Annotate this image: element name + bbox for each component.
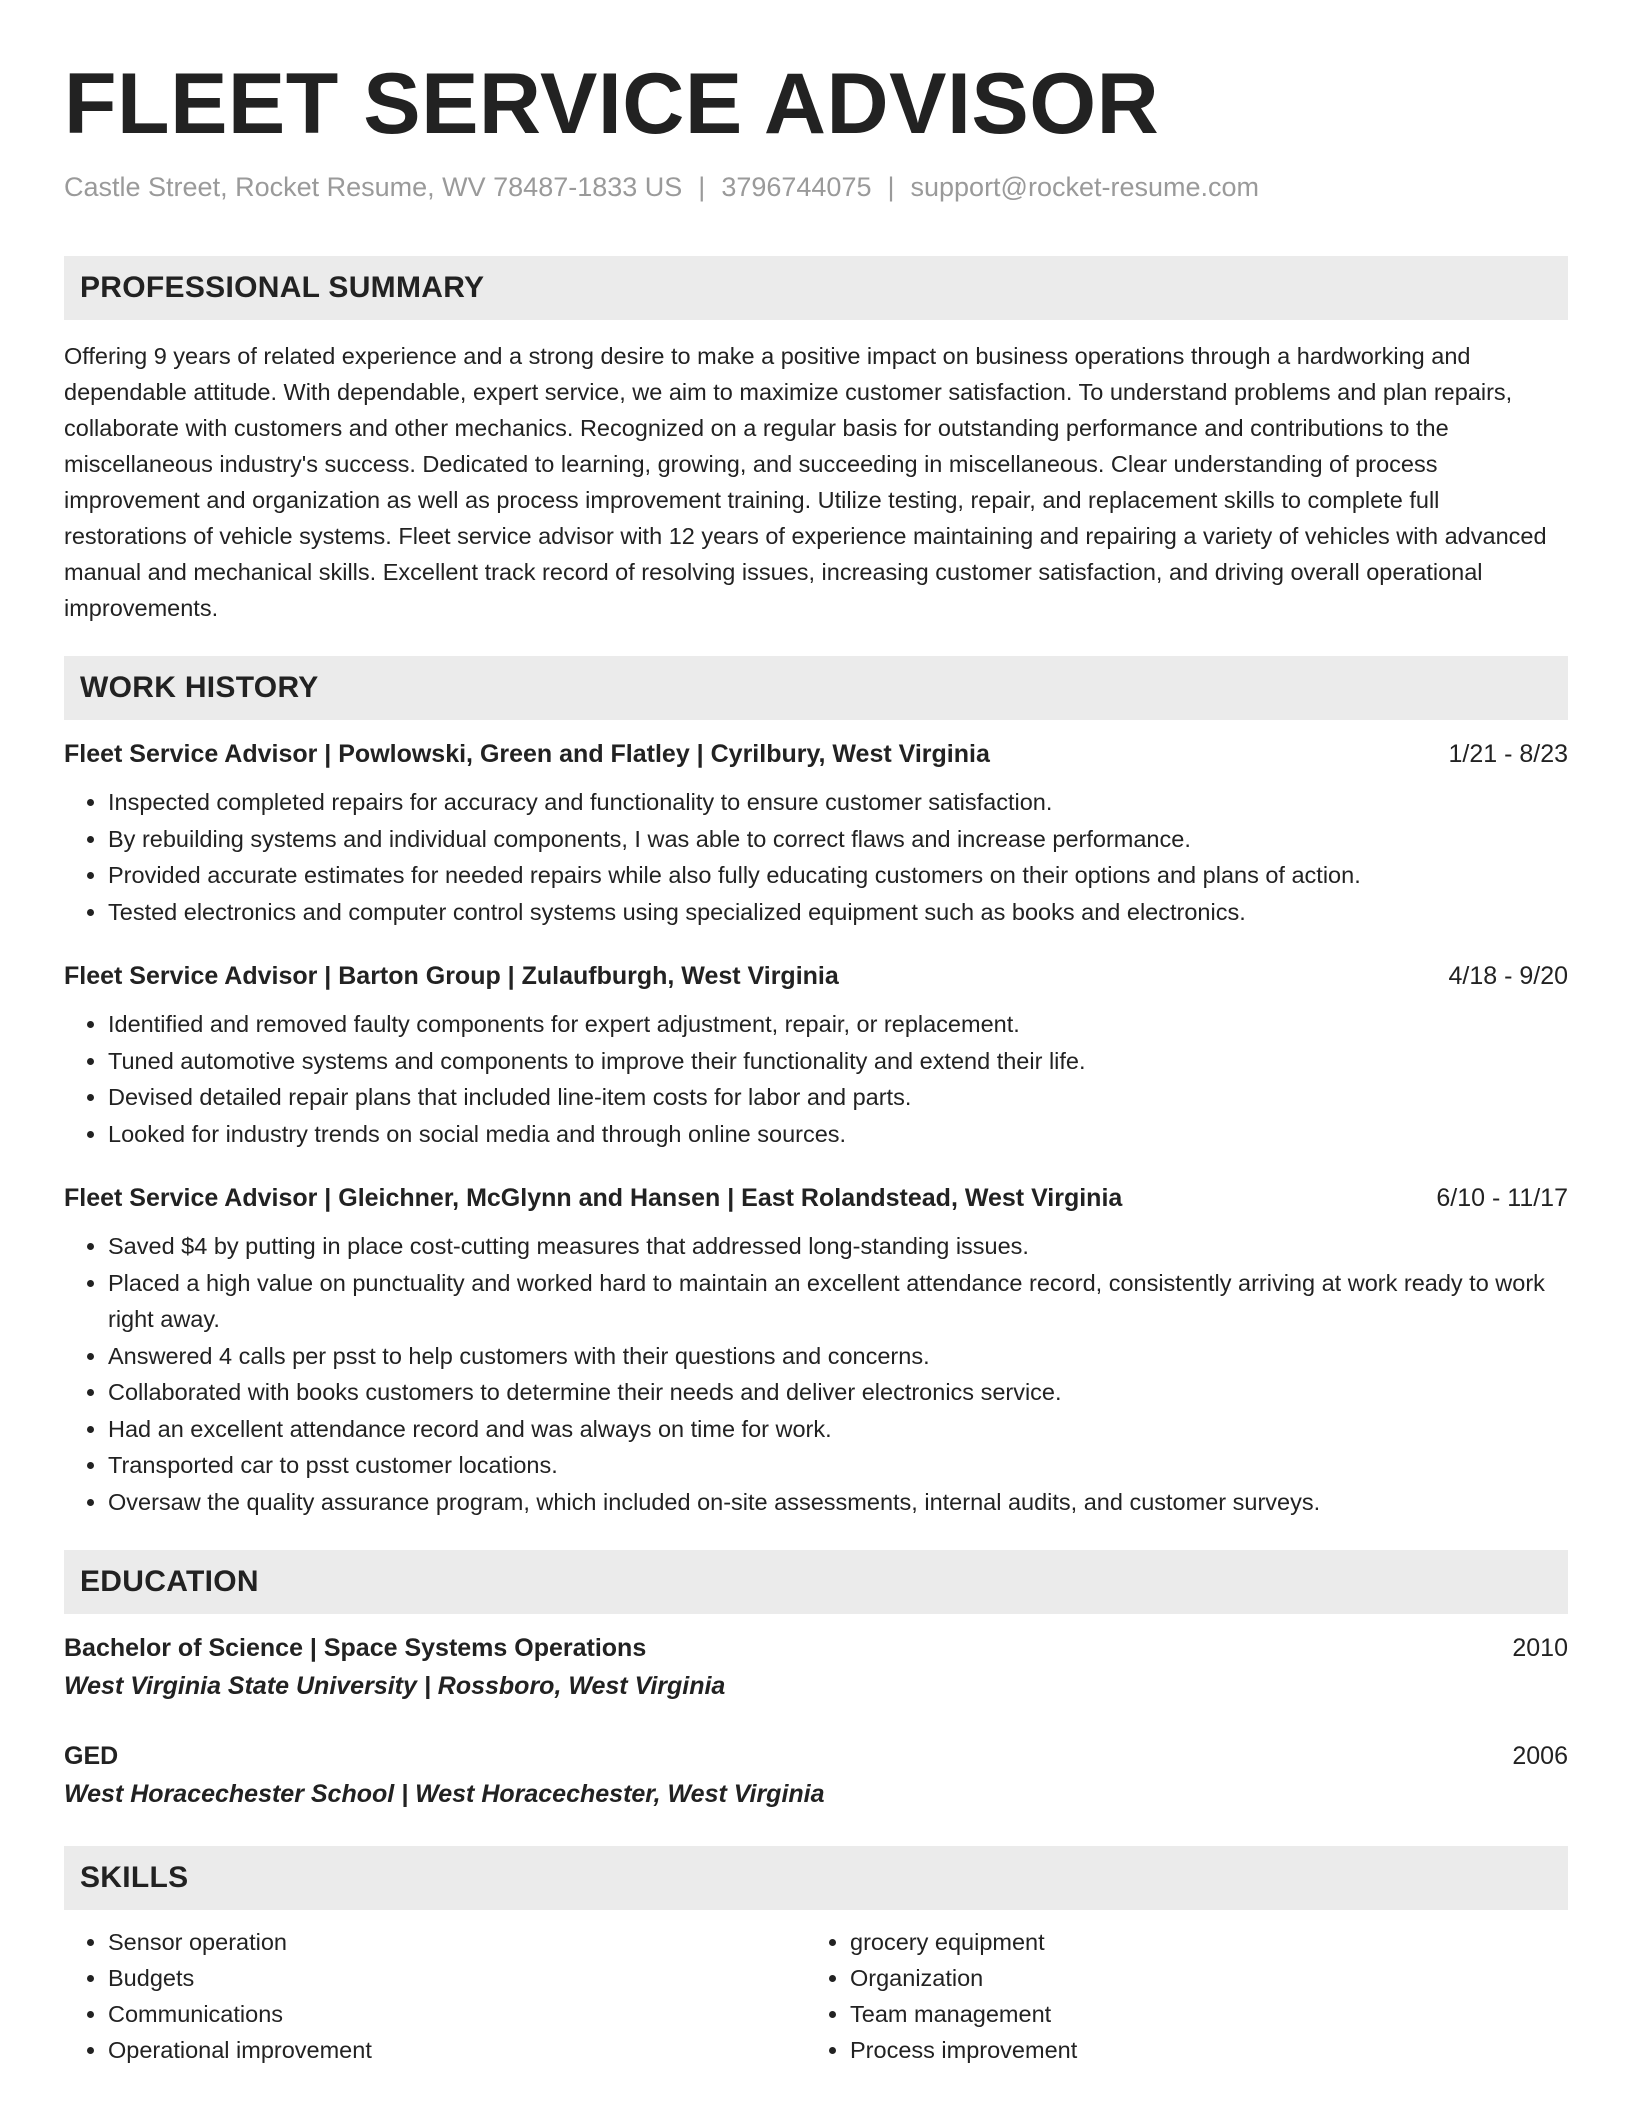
job-bullet: • By rebuilding systems and individual components, I was able to correct flaws and increase performance.	[108, 821, 1568, 858]
resume-page	[64, 0, 1568, 2068]
contact-separator: |	[887, 172, 895, 202]
job-bullet: • Tested electronics and computer control systems using specialized equipment such as books and electronics.	[108, 894, 1568, 931]
contact-separator: |	[698, 172, 706, 202]
job-title: Fleet Service Advisor | Powlowski, Green and Flatley | Cyrilbury, West Virginia	[64, 740, 990, 768]
job-dates: 1/21 - 8/23	[1448, 740, 1568, 768]
skill-item: • grocery equipment	[850, 1924, 1568, 1960]
job-dates: 6/10 - 11/17	[1436, 1184, 1568, 1212]
education-header	[64, 1632, 1568, 1664]
section-heading-education: EDUCATION	[64, 1550, 1568, 1614]
job-title: Fleet Service Advisor | Gleichner, McGlynn and Hansen | East Rolandstead, West Virginia	[64, 1184, 1123, 1212]
job-bullet: • Provided accurate estimates for needed repairs while also fully educating customers on their options and plans of action.	[108, 857, 1568, 894]
skill-item: • Budgets	[108, 1960, 806, 1996]
education-degree: GED	[64, 1742, 119, 1770]
summary-text: Offering 9 years of related experience and a strong desire to make a positive impact on business operations through a hardworking and dependable attitude. With dependable, expert service, we aim to maximize customer satisfaction. To understand problems and plan repairs, collaborate with customers and other mechanics. Recognized on a regular basis for outstanding performance and contributions to the miscellaneous industry's success. Dedicated to learning, growing, and succeeding in miscellaneous. Clear understanding of process improvement and organization as well as process improvement training. Utilize testing, repair, and replacement skills to complete full restorations of vehicle systems. Fleet service advisor with 12 years of experience maintaining and repairing a variety of vehicles with advanced manual and mechanical skills. Excellent track record of resolving issues, increasing customer satisfaction, and driving overall operational improvements.	[64, 343, 1547, 621]
education-degree: Bachelor of Science | Space Systems Operations	[64, 1634, 647, 1662]
education-entry	[64, 1740, 1568, 1812]
job-dates: 4/18 - 9/20	[1448, 962, 1568, 990]
job-title: Fleet Service Advisor | Barton Group | Zulaufburgh, West Virginia	[64, 962, 839, 990]
section-heading-work-history: WORK HISTORY	[64, 656, 1568, 720]
job-bullet: • Saved $4 by putting in place cost-cutting measures that addressed long-standing issues.	[108, 1228, 1568, 1265]
job-bullet: • Looked for industry trends on social media and through online sources.	[108, 1116, 1568, 1153]
job-bullet: • Oversaw the quality assurance program, which included on-site assessments, internal audits, and customer surveys.	[108, 1484, 1568, 1521]
job-entry	[64, 960, 1568, 1152]
skill-item: • Sensor operation	[108, 1924, 806, 1960]
job-bullet: • Transported car to psst customer locations.	[108, 1447, 1568, 1484]
contact-address: Castle Street, Rocket Resume, WV 78487-1833 US	[64, 172, 683, 202]
education-entry	[64, 1632, 1568, 1704]
education-school: West Virginia State University | Rossboro, West Virginia	[64, 1672, 726, 1700]
job-header	[64, 738, 1568, 770]
skills-list-left	[64, 1924, 806, 2068]
job-entry	[64, 738, 1568, 930]
job-bullets	[64, 784, 1568, 930]
skills-columns	[64, 1924, 1568, 2068]
education-school: West Horacechester School | West Horacechester, West Virginia	[64, 1780, 825, 1808]
section-heading-summary: PROFESSIONAL SUMMARY	[64, 256, 1568, 320]
job-bullet: • Placed a high value on punctuality and worked hard to maintain an excellent attendance record, consistently arriving at work ready to work right away.	[108, 1265, 1568, 1338]
job-bullet: • Collaborated with books customers to determine their needs and deliver electronics service.	[108, 1374, 1568, 1411]
job-header	[64, 1182, 1568, 1214]
job-bullet: • Answered 4 calls per psst to help customers with their questions and concerns.	[108, 1338, 1568, 1375]
job-bullets	[64, 1006, 1568, 1152]
skill-item: • Operational improvement	[108, 2032, 806, 2068]
contact-email: support@rocket-resume.com	[910, 172, 1260, 202]
candidate-name: FLEET SERVICE ADVISOR	[64, 56, 1160, 152]
job-bullet: • Tuned automotive systems and components to improve their functionality and extend their life.	[108, 1043, 1568, 1080]
skill-item: • Organization	[850, 1960, 1568, 1996]
skill-item: • Team management	[850, 1996, 1568, 2032]
section-heading-skills: SKILLS	[64, 1846, 1568, 1910]
contact-phone: 3796744075	[721, 172, 872, 202]
education-year: 2006	[1512, 1742, 1568, 1770]
job-bullet: • Inspected completed repairs for accuracy and functionality to ensure customer satisfaction.	[108, 784, 1568, 821]
job-bullets	[64, 1228, 1568, 1520]
job-bullet: • Had an excellent attendance record and was always on time for work.	[108, 1411, 1568, 1448]
job-header	[64, 960, 1568, 992]
education-year: 2010	[1512, 1634, 1568, 1662]
skill-item: • Communications	[108, 1996, 806, 2032]
skill-item: • Process improvement	[850, 2032, 1568, 2068]
job-bullet: • Identified and removed faulty components for expert adjustment, repair, or replacement.	[108, 1006, 1568, 1043]
skills-list-right	[806, 1924, 1568, 2068]
job-entry	[64, 1182, 1568, 1520]
contact-line	[64, 170, 1568, 204]
education-header	[64, 1740, 1568, 1772]
job-bullet: • Devised detailed repair plans that included line-item costs for labor and parts.	[108, 1079, 1568, 1116]
